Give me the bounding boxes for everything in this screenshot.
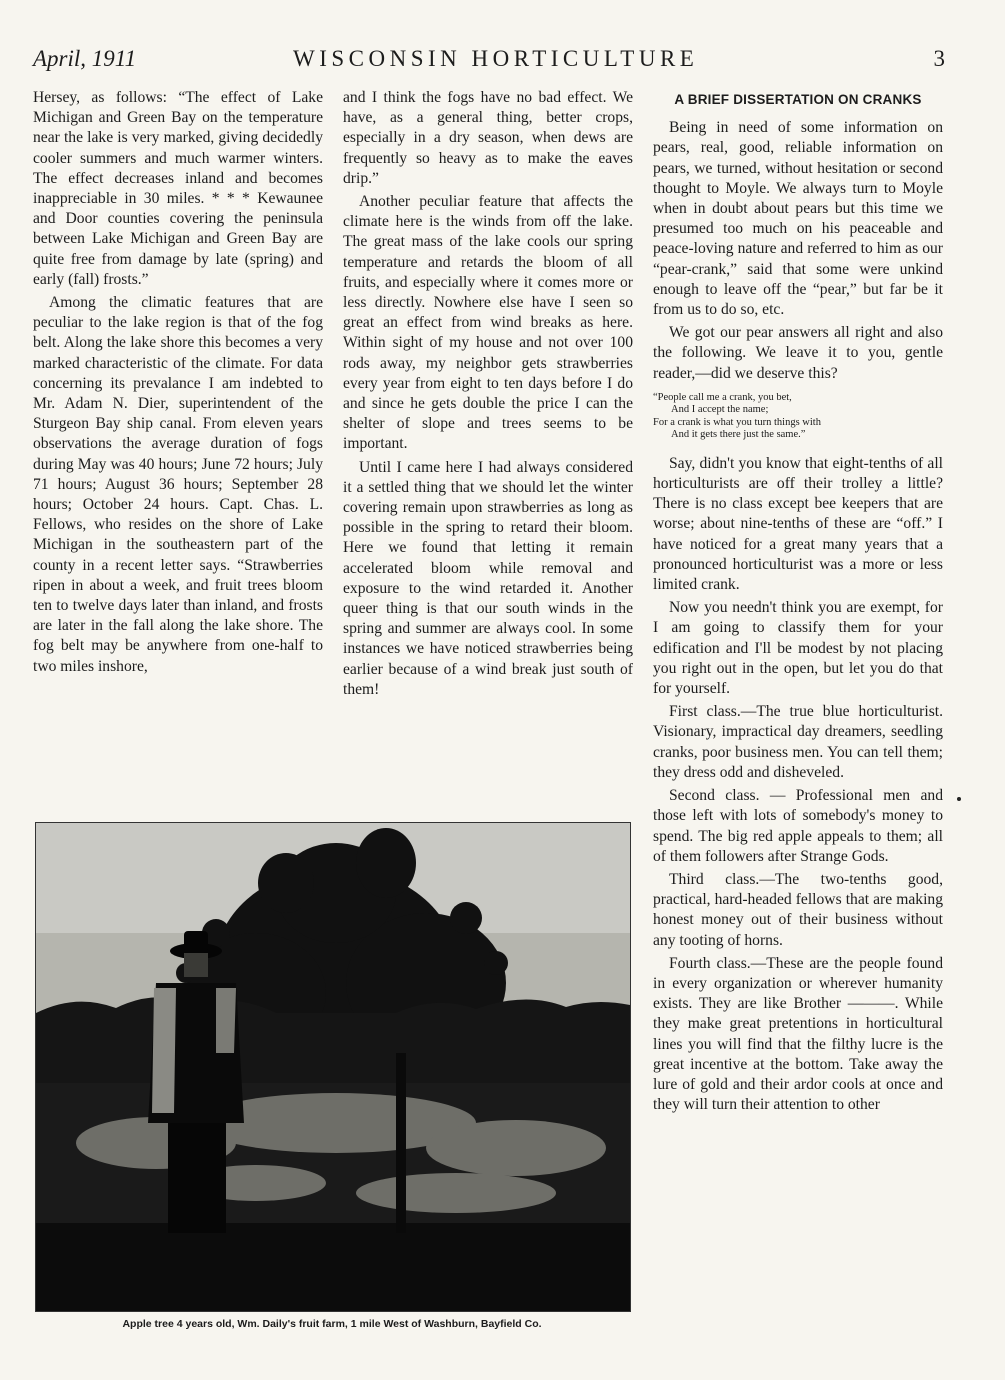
paragraph: Say, didn't you know that eight-tenths of all horticulturists are off their trolley a little? There is no class except bee keepers that are worse; about nine-tenths of these are “off.” I have noticed for a great many years that a pronounced horticulturist was a more or less limited crank.	[653, 454, 943, 594]
paragraph: Now you needn't think you are exempt, for I am going to classify them for your edification and I'll be modest by not placing you right out in the open, but let you do that for yourself.	[653, 599, 943, 698]
paragraph: Hersey, as follows: “The effect of Lake Michigan and Green Bay on the temperature near the lake is very marked, giving decidedly cooler summers and much warmer winters. The effect decreases inland and becomes inappreciable in 30 miles. * * * Kewaunee and Door counties covering the peninsula between Lake Michigan and Green Bay are quite free from damage by late (spring) and early (fall) frosts.”	[33, 89, 323, 288]
paragraph: Until I came here I had always considered it a settled thing that we should let the winter covering remain upon strawberries as long as possible in the spring to retard their bloom. Here we found that letting it remain accelerated bloom while removal and exposure to the wind retarded it. Another queer thing is that our south winds in the spring and summer are always cool. In some instances we have noticed strawberries being earlier because of a wind break just south of them!	[343, 458, 633, 698]
poem-line: And it gets there just the same.”	[671, 429, 806, 441]
journal-title: WISCONSIN HORTICULTURE	[293, 46, 699, 71]
article-title: A BRIEF DISSERTATION ON CRANKS	[674, 92, 922, 107]
photo-caption: Apple tree 4 years old, Wm. Daily's fruit farm, 1 mile West of Washburn, Bayfield Co.	[122, 1318, 542, 1330]
paragraph: We got our pear answers all right and also the following. We leave it to you, gentle reader,—did we deserve this?	[653, 324, 943, 382]
column-2	[343, 88, 633, 700]
poem-line: For a crank is what you turn things with	[653, 416, 821, 428]
paragraph: Fourth class.—These are the people found in every organization or wherever humanity exists. They are like Brother ———. While they make great pretentions in horticultural lines you will find that the filthy lucre is the great incentive at the bottom. Take away the lure of gold and their ardor cools at once and they will turn their attention to other	[653, 954, 943, 1114]
poem-line: And I accept the name;	[671, 404, 769, 416]
paragraph: Second class. — Professional men and those left with lots of somebody's money to spend. The big red apple appeals to them; all of them followers after Strange Gods.	[653, 787, 943, 865]
poem	[653, 392, 943, 442]
ink-dot	[957, 797, 961, 801]
apple-tree-photo	[35, 822, 631, 1312]
paragraph: Third class.—The two-tenths good, practical, hard-headed fellows that are making honest money out of their business without any tooting of horns.	[653, 870, 943, 949]
paragraph: Among the climatic features that are peculiar to the lake region is that of the fog belt. Along the lake shore this becomes a very marked characteristic of the climate. For data concerning its prevalance I am indebted to Mr. Adam N. Dier, superintendent of the Sturgeon Bay ship canal. From eleven years observations the average duration of fogs during May was 40 hours; June 72 hours; July 71 hours; August 36 hours; September 28 hours; October 24 hours. Capt. Chas. L. Fellows, who resides on the shore of Lake Michigan in the southeastern part of the county in a recent letter says. “Strawberries ripen in about a week, and fruit trees bloom ten to twelve days later than inland, and frosts are later in the fall along the lake shore. The fog belt may be anywhere from one-half to two miles inshore,	[33, 294, 323, 675]
poem-line: “People call me a crank, you bet,	[653, 391, 792, 403]
paragraph: Another peculiar feature that affects the climate here is the winds from off the lake. The great mass of the lake cools our spring temperature and retards the bloom of all fruits, and especially where it comes more or less directly. Nowhere else have I seen so great an effect from wind breaks as here. Within sight of my house and not over 100 rods away, my neighbor gets strawberries every year from eight to ten days before I do and since he gets double the price I can the shelter of slope and trees seems to be important.	[343, 193, 633, 453]
page-header	[33, 46, 945, 76]
paragraph: and I think the fogs have no bad effect. We have, as a general thing, better crops, especially in a dry season, when dews are frequently so heavy as to make the eaves drip.”	[343, 89, 633, 187]
column-1	[33, 88, 323, 677]
column-3	[653, 90, 943, 1115]
issue-date: April, 1911	[33, 46, 137, 71]
paragraph: Being in need of some information on pears, real, good, reliable information on pears, we turned, without hesitation or second thought to Moyle. We always turn to Moyle when in doubt about pears but this time we presumed too much on his peaceable and peace-loving nature and referred to him as our “pear-crank,” said that some were unkind enough to leave off the “pear,” but far be it from us to do so, etc.	[653, 119, 943, 319]
paragraph: First class.—The true blue horticulturist. Visionary, impractical day dreamers, seedling cranks, poor business men. You can tell them; they dress odd and disheveled.	[653, 703, 943, 781]
page-number: 3	[933, 46, 945, 71]
